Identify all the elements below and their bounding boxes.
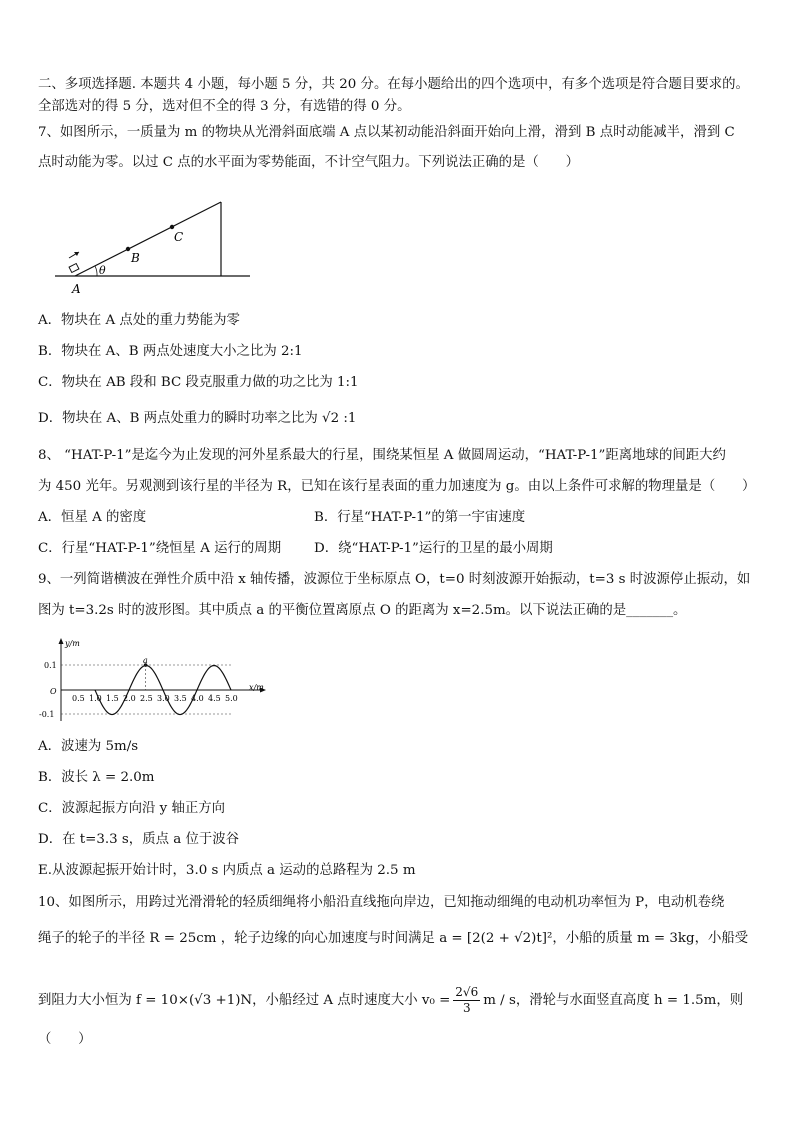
q8-stem-line1: 8、 “HAT-P-1”是迄今为止发现的河外星系最大的行星，围绕某恒星 A 做圆周运动，“HAT-P-1”距离地球的间距大约 — [38, 448, 726, 463]
v0-fraction-numerator: 2√6 — [455, 985, 479, 999]
x-tick-label: 3.0 — [157, 694, 170, 703]
q7-stem-line1: 7、如图所示，一质量为 m 的物块从光滑斜面底端 A 点以某初动能沿斜面开始向上滑，滑到 B 点时动能减半，滑到 C — [38, 125, 735, 140]
x-tick-label: 4.5 — [208, 694, 221, 703]
v0-fraction — [453, 985, 480, 1016]
q9-stem-line2: 图为 t=3.2s 时的波形图。其中质点 a 的平衡位置离原点 O 的距离为 x=2.5m。以下说法正确的是_______。 — [38, 603, 687, 618]
q7-option-b: B．物块在 A、B 两点处速度大小之比为 2:1 — [38, 344, 303, 359]
q7-option-d: D．物块在 A、B 两点处重力的瞬时功率之比为 √2 :1 — [38, 411, 357, 426]
q9-waveform-figure — [35, 635, 270, 725]
v0-fraction-denominator: 3 — [462, 1001, 471, 1015]
x-axis-label: x/m — [249, 683, 264, 692]
q9-option-d: D．在 t=3.3 s，质点 a 位于波谷 — [38, 832, 240, 847]
label-a: A — [72, 282, 81, 296]
q10-stem-line1: 10、如图所示，用跨过光滑滑轮的轻质细绳将小船沿直线拖向岸边，已知拖动细绳的电动机功率恒为 P，电动机卷绕 — [38, 895, 725, 910]
q8-stem-line2: 为 450 光年。另观测到该行星的半径为 R，已知在该行星表面的重力加速度为 g。由以上条件可求解的物理量是（ ） — [38, 479, 756, 494]
q8-option-b: B．行星“HAT-P-1”的第一宇宙速度 — [314, 510, 526, 525]
label-c: C — [174, 230, 184, 244]
x-tick-label: 2.5 — [140, 694, 153, 703]
q7-incline-figure — [55, 198, 255, 296]
x-tick-label: 3.5 — [174, 694, 187, 703]
theta-label: θ — [99, 264, 106, 277]
q10-line3-part2: m / s，滑轮与水面竖直高度 h = 1.5m，则 — [483, 992, 744, 1008]
q9-option-c: C．波源起振方向沿 y 轴正方向 — [38, 801, 226, 816]
q10-stem-line3 — [38, 985, 743, 1016]
q8-option-d: D．绕“HAT-P-1”运行的卫星的最小周期 — [314, 541, 553, 556]
q10-stem-line2: 绳子的轮子的半径 R = 25cm ，轮子边缘的向心加速度与时间满足 a = [2(2 + √2)t]²，小船的质量 m = 3kg，小船受 — [38, 931, 749, 946]
q8-option-c: C．行星“HAT-P-1”绕恒星 A 运行的周期 — [38, 541, 282, 556]
x-tick-label: 4.0 — [191, 694, 204, 703]
x-tick-label: 0.5 — [72, 694, 85, 703]
q10-line3-part1: 到阻力大小恒为 f = 10×(√3 +1)N，小船经过 A 点时速度大小 v₀ = — [38, 992, 451, 1008]
x-tick-label: 1.0 — [89, 694, 102, 703]
incline-surface — [75, 202, 221, 276]
q9-option-b: B．波长 λ = 2.0m — [38, 770, 155, 785]
q7-option-c: C．物块在 AB 段和 BC 段克服重力做的功之比为 1:1 — [38, 375, 359, 390]
y-tick-minus-0.1: -0.1 — [39, 710, 55, 719]
q9-stem-line1: 9、一列简谐横波在弹性介质中沿 x 轴传播，波源位于坐标原点 O，t=0 时刻波源开始振动，t=3 s 时波源停止振动，如 — [38, 572, 751, 587]
x-tick-label: 2.0 — [123, 694, 136, 703]
point-c-dot — [170, 225, 174, 229]
q7-option-a: A．物块在 A 点处的重力势能为零 — [38, 313, 240, 328]
q9-option-e: E.从波源起振开始计时，3.0 s 内质点 a 运动的总路程为 2.5 m — [38, 863, 416, 878]
point-b-dot — [126, 247, 130, 251]
point-a-label: a — [143, 656, 148, 665]
section-instructions-line1: 二、多项选择题. 本题共 4 小题，每小题 5 分，共 20 分。在每小题给出的四个选项中，有多个选项是符合题目要求的。 — [38, 77, 749, 92]
x-tick-labels — [72, 694, 238, 703]
y-tick-0.1: 0.1 — [44, 661, 57, 670]
y-axis-label: y/m — [65, 639, 80, 648]
y-axis-arrow — [59, 638, 64, 644]
q8-option-a: A．恒星 A 的密度 — [38, 510, 147, 525]
x-tick-label: 5.0 — [225, 694, 238, 703]
q10-answer-bracket: （ ） — [38, 1032, 92, 1047]
theta-arc — [95, 266, 97, 276]
q7-stem-line2: 点时动能为零。以过 C 点的水平面为零势能面，不计空气阻力。下列说法正确的是（ ） — [38, 155, 579, 170]
origin-label: O — [50, 687, 57, 696]
block — [69, 264, 79, 273]
q9-option-a: A．波速为 5m/s — [38, 739, 139, 754]
section-instructions-line2: 全部选对的得 5 分，选对但不全的得 3 分，有选错的得 0 分。 — [38, 99, 411, 114]
x-tick-label: 1.5 — [106, 694, 119, 703]
label-b: B — [131, 251, 140, 265]
